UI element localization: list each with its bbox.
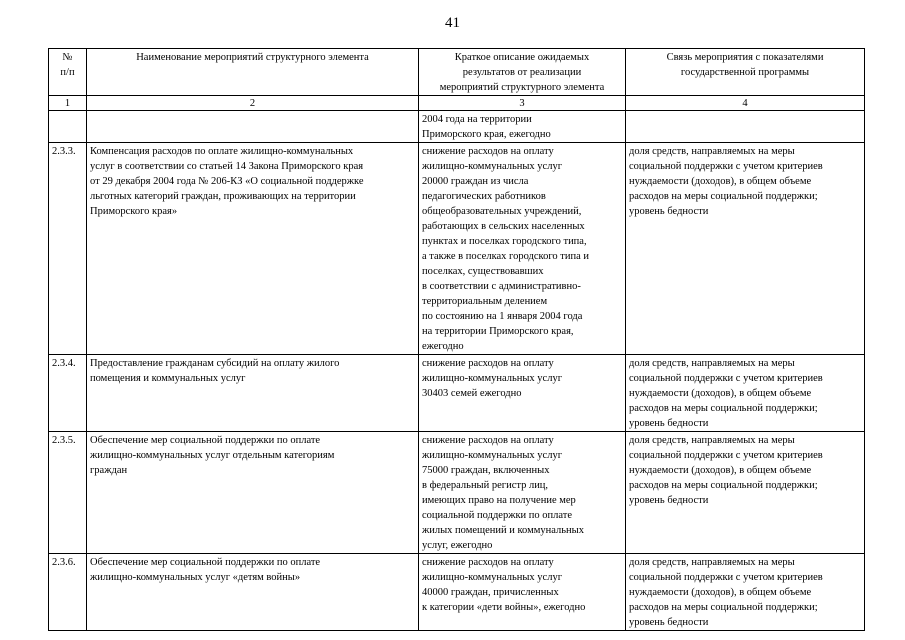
table-row — [49, 355, 865, 432]
indicator-link: доля средств, направляемых на меры социальной поддержки с учетом критериев нуждаемости (доходов), в общем объеме расходов на меры социальной поддержки; уровень бедности — [626, 355, 865, 432]
table-header-row — [49, 49, 865, 96]
table-row — [49, 143, 865, 355]
row-number — [49, 111, 87, 143]
column-number: 1 — [49, 96, 87, 111]
header-expected-results: Краткое описание ожидаемых результатов от реализации мероприятий структурного элемента — [419, 49, 626, 96]
indicator-link — [626, 111, 865, 143]
row-number: 2.3.6. — [49, 554, 87, 631]
expected-result: снижение расходов на оплату жилищно-коммунальных услуг 75000 граждан, включенных в федеральный регистр лиц, имеющих право на получение мер социальной поддержки по оплате жилых помещений и коммунальных услуг, ежегодно — [419, 432, 626, 554]
measure-name: Обеспечение мер социальной поддержки по оплате жилищно-коммунальных услуг «детям войны» — [87, 554, 419, 631]
expected-result: снижение расходов на оплату жилищно-коммунальных услуг 40000 граждан, причисленных к категории «дети войны», ежегодно — [419, 554, 626, 631]
expected-result: снижение расходов на оплату жилищно-коммунальных услуг 20000 граждан из числа педагогических работников общеобразовательных учреждений, работающих в сельских населенных пунктах и поселках городского типа, а также в поселках городского типа и поселках, существовавших в соответствии с административно- территориальным делением по состоянию на 1 января 2004 года на территории Приморского края, ежегодно — [419, 143, 626, 355]
column-number: 2 — [87, 96, 419, 111]
indicator-link: доля средств, направляемых на меры социальной поддержки с учетом критериев нуждаемости (доходов), в общем объеме расходов на меры социальной поддержки; уровень бедности — [626, 143, 865, 355]
measure-name — [87, 111, 419, 143]
measure-name: Компенсация расходов по оплате жилищно-коммунальных услуг в соответствии со статьей 14 Закона Приморского края от 29 декабря 2004 года № 206-КЗ «О социальной поддержке льготных категорий граждан, проживающих на территории Приморского края» — [87, 143, 419, 355]
header-number: № п/п — [49, 49, 87, 96]
row-number: 2.3.3. — [49, 143, 87, 355]
indicator-link: доля средств, направляемых на меры социальной поддержки с учетом критериев нуждаемости (доходов), в общем объеме расходов на меры социальной поддержки; уровень бедности — [626, 554, 865, 631]
table-row — [49, 554, 865, 631]
row-number: 2.3.4. — [49, 355, 87, 432]
header-measure-name: Наименование мероприятий структурного элемента — [87, 49, 419, 96]
column-number: 4 — [626, 96, 865, 111]
measure-name: Предоставление гражданам субсидий на оплату жилого помещения и коммунальных услуг — [87, 355, 419, 432]
page-number: 41 — [445, 15, 460, 31]
measure-name: Обеспечение мер социальной поддержки по оплате жилищно-коммунальных услуг отдельным категориям граждан — [87, 432, 419, 554]
row-number: 2.3.5. — [49, 432, 87, 554]
continuation-row — [49, 111, 865, 143]
indicator-link: доля средств, направляемых на меры социальной поддержки с учетом критериев нуждаемости (доходов), в общем объеме расходов на меры социальной поддержки; уровень бедности — [626, 432, 865, 554]
column-number: 3 — [419, 96, 626, 111]
expected-result: снижение расходов на оплату жилищно-коммунальных услуг 30403 семей ежегодно — [419, 355, 626, 432]
measures-table — [48, 48, 865, 631]
table-row — [49, 432, 865, 554]
header-indicator-link: Связь мероприятия с показателями государственной программы — [626, 49, 865, 96]
column-number-row — [49, 96, 865, 111]
expected-result: 2004 года на территории Приморского края, ежегодно — [419, 111, 626, 143]
